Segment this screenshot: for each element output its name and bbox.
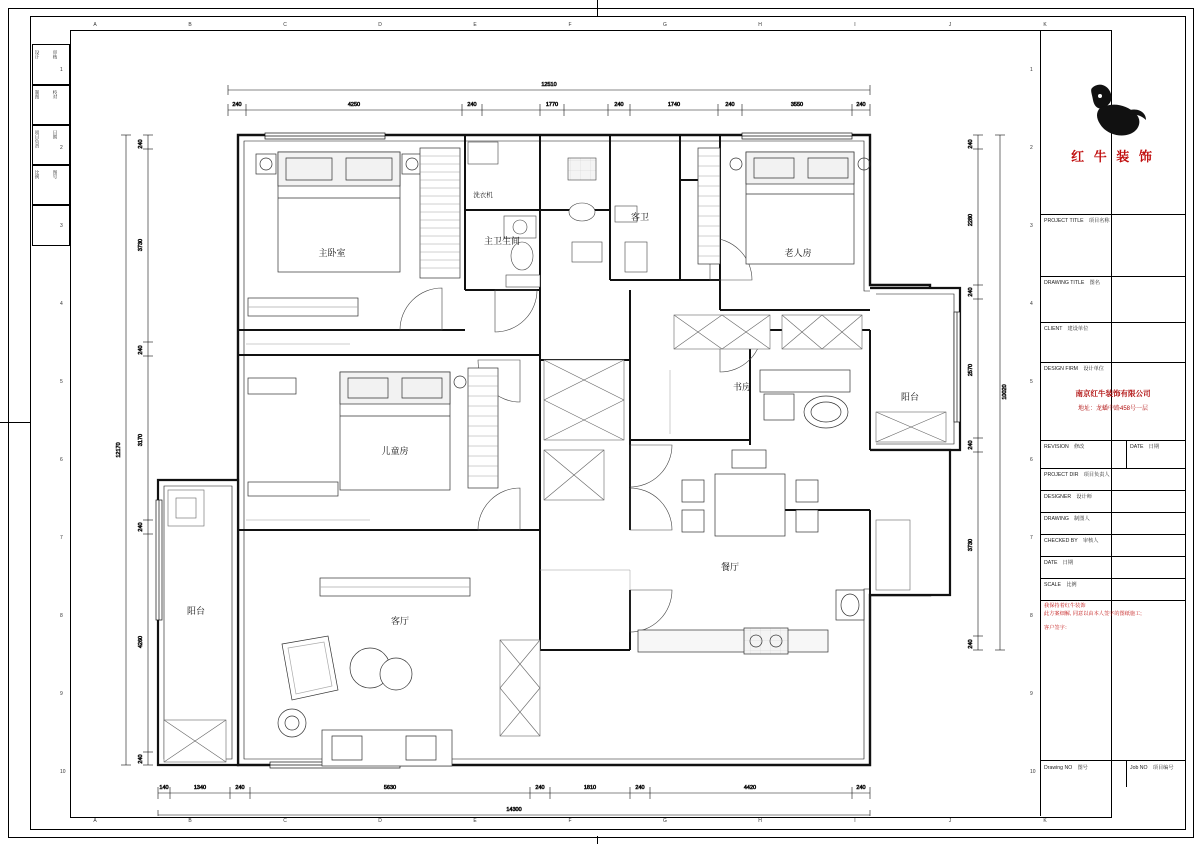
brand-name: 红 牛 装 饰 [1071,148,1155,164]
tb-designer-label: DESIGNER 设计师 [1044,494,1092,500]
svg-text:240: 240 [968,287,974,297]
tb-designer [1041,491,1185,513]
tb-notice [1041,601,1185,761]
room-label-master-bedroom: 主卧室 [318,248,346,258]
room-label-balcony-right: 阳台 [900,392,920,402]
brand-logo-block [1041,30,1185,215]
notice-line-2: 此方案细解, 同意以由本人签字的图纸施工; [1044,610,1142,617]
svg-text:240: 240 [535,785,545,791]
tb-drawing-title [1041,277,1185,323]
room-label-study: 书房 [732,382,752,392]
bull-logo-icon [1078,80,1148,142]
ruler-top: A B C D E F G H I J K [93,22,1047,28]
ruler-right: 1 2 3 4 5 6 7 8 9 10 [1030,67,1036,775]
svg-text:10020: 10020 [1002,384,1008,400]
svg-text:240: 240 [968,440,974,450]
svg-text:240: 240 [725,102,735,108]
notice-line-1: 我保持着红牛装饰 [1044,603,1086,609]
ruler-bottom: A B C D E F G H I J K [93,818,1047,824]
svg-text:1770: 1770 [545,102,559,108]
tb-footer [1041,761,1185,787]
room-label-guest-bath: 客卫 [630,212,650,222]
svg-text:240: 240 [614,102,624,108]
tb-drawing-no-label: Drawing NO 图号 [1044,765,1088,771]
tb-date-label: DATE 日期 [1044,560,1074,566]
svg-text:240: 240 [856,785,866,791]
tb-revision-date-label: DATE 日期 [1130,444,1160,450]
tb-scale [1041,579,1185,601]
svg-text:3730: 3730 [968,538,974,552]
tb-project-title [1041,215,1185,277]
tb-project-dir-label: PROJECT DIR 项目负责人 [1044,472,1110,478]
svg-text:240: 240 [138,139,144,149]
title-block [1040,30,1184,816]
tb-scale-label: SCALE 比例 [1044,582,1077,588]
room-label-balcony-left: 阳台 [186,606,206,616]
svg-text:240: 240 [232,102,242,108]
tb-date [1041,557,1185,579]
tb-checked-by [1041,535,1185,557]
svg-text:240: 240 [138,522,144,532]
svg-text:12510: 12510 [541,82,557,88]
tb-client [1041,323,1185,363]
svg-text:3730: 3730 [138,238,144,252]
tb-drawing [1041,513,1185,535]
svg-text:4260: 4260 [138,635,144,649]
room-label-laundry: 洗衣机 [473,192,493,199]
notice-line-3: 客户签字： [1044,624,1070,631]
svg-text:240: 240 [235,785,245,791]
svg-text:2570: 2570 [968,363,974,377]
tb-drawing-label: DRAWING 制图人 [1044,516,1090,522]
svg-text:240: 240 [138,345,144,355]
ruler-left: 1 2 3 4 5 6 7 8 9 10 [60,67,66,775]
top-center-mark [597,0,598,16]
tb-project-dir [1041,469,1185,491]
svg-text:240: 240 [968,139,974,149]
svg-text:240: 240 [467,102,477,108]
svg-text:1810: 1810 [583,785,597,791]
svg-text:240: 240 [635,785,645,791]
svg-text:140: 140 [159,785,169,791]
svg-text:4420: 4420 [743,785,757,791]
tb-design-firm [1041,363,1185,441]
left-center-mark [0,422,30,423]
svg-text:5630: 5630 [383,785,397,791]
floor-plan [70,30,1040,816]
tb-drawing-title-label: DRAWING TITLE 图名 [1044,280,1100,286]
room-label-elder-room: 老人房 [784,248,812,258]
svg-text:12170: 12170 [116,442,122,458]
tb-revision [1041,441,1185,469]
svg-text:1740: 1740 [667,102,681,108]
tb-project-title-label: PROJECT TITLE 项目名称 [1044,218,1110,224]
svg-text:14300: 14300 [506,807,522,813]
company-name: 南京红牛装饰有限公司 [1075,389,1151,398]
svg-text:2280: 2280 [968,213,974,227]
svg-text:1340: 1340 [193,785,207,791]
room-label-living: 客厅 [390,616,410,626]
tb-client-label: CLIENT 建设单位 [1044,326,1089,332]
room-label-dining: 餐厅 [720,562,740,572]
svg-text:240: 240 [138,754,144,764]
tb-checked-by-label: CHECKED BY 审核人 [1044,538,1099,544]
company-address: 地址：龙蟠中路458号一层 [1077,406,1148,412]
svg-text:4250: 4250 [347,102,361,108]
tb-revision-label: REVISION 修改 [1044,444,1085,450]
tb-job-no-label: Job NO 项目编号 [1130,765,1174,771]
left-stamp-boxes: 设计 审核 制图 校对 项目负责 日期 比例 图号 [32,44,68,264]
bottom-center-mark [597,836,598,844]
svg-text:3170: 3170 [138,433,144,447]
svg-text:240: 240 [856,102,866,108]
room-label-kids-room: 儿童房 [381,446,409,456]
room-label-master-bath: 主卫生间 [483,236,521,246]
svg-text:240: 240 [968,639,974,649]
tb-design-firm-label: DESIGN FIRM 设计单位 [1044,366,1104,372]
svg-text:3550: 3550 [790,102,804,108]
